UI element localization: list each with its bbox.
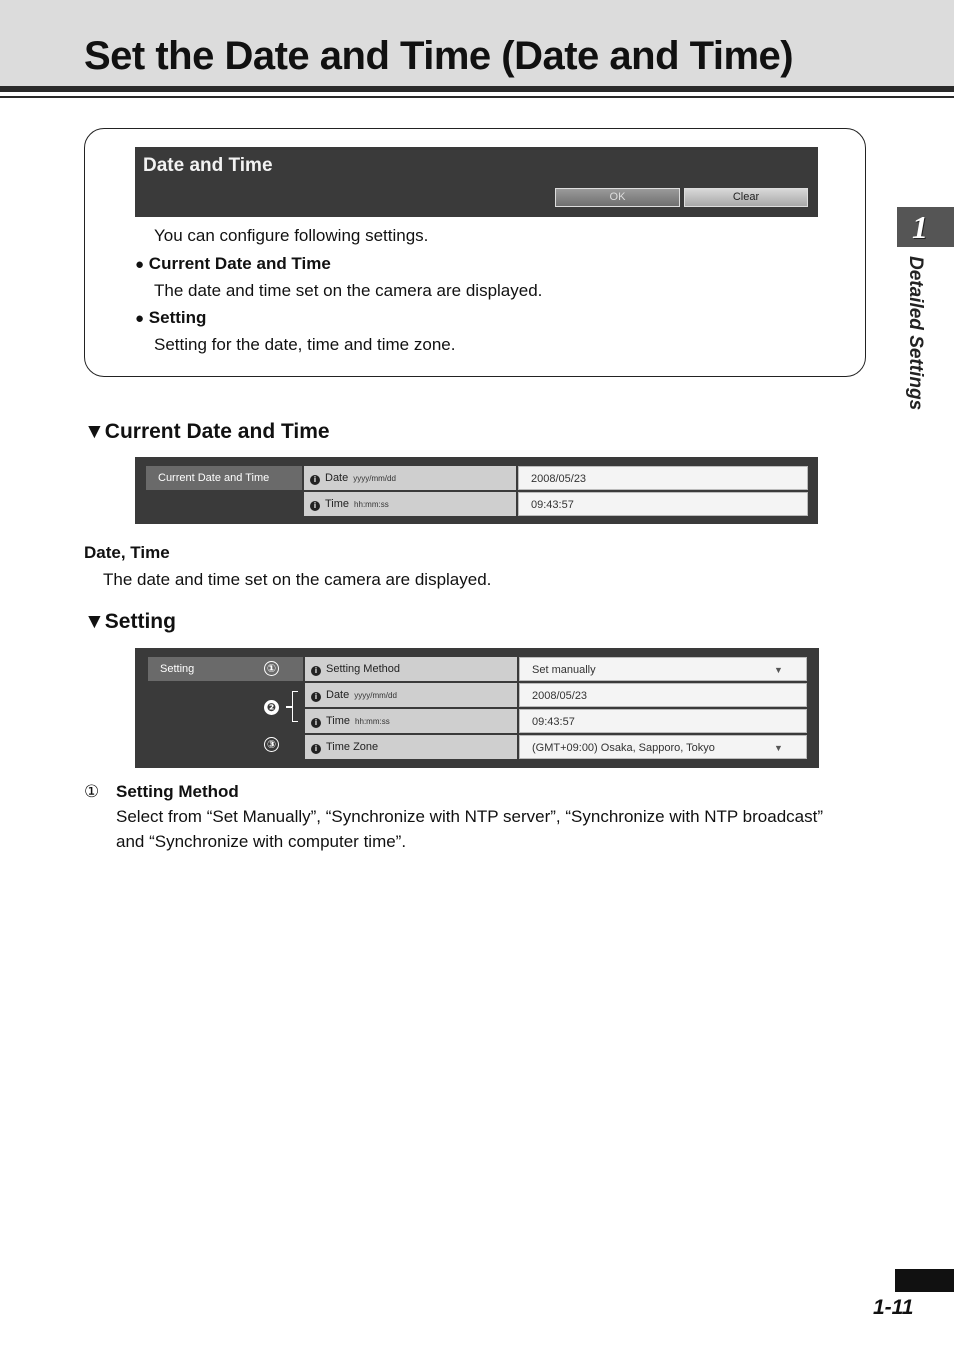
page-number: 1-11 [873,1296,914,1319]
setting-date-input[interactable]: 2008/05/23 [519,683,807,707]
intro-item-2 [135,308,206,328]
chevron-down-icon[interactable]: ▼ [774,665,783,675]
header-rule [0,86,954,92]
bullet-icon: ● [135,256,145,273]
intro-lead: You can configure following settings. [154,226,429,245]
current-time-value: 09:43:57 [518,492,808,516]
ok-button[interactable]: OK [555,188,680,207]
info-icon: i [311,666,321,676]
setting-section-heading: ▼Setting [84,610,176,633]
marker-1: ① [264,661,279,676]
current-panel-label: Current Date and Time [146,466,302,490]
setting-method-label [305,657,517,681]
info-icon: i [310,475,320,485]
info-icon: i [311,692,321,702]
chevron-down-icon[interactable]: ▼ [774,743,783,753]
intro-item-1 [135,254,331,274]
time-zone-select[interactable] [519,735,807,759]
chapter-label: Detailed Settings [905,256,926,411]
clear-button[interactable]: Clear [684,188,808,207]
header-rule-thin [0,96,954,98]
intro-item-1-heading: Current Date and Time [148,254,331,273]
bracket-tick [286,706,292,708]
note-line-2: and “Synchronize with computer time”. [116,832,407,851]
current-date-label-text: Date [325,472,349,484]
current-time-label-text: Time [325,498,350,510]
setting-panel-label: Setting [148,657,303,681]
note-marker: ① [84,782,100,801]
setting-date-label [305,683,517,707]
setting-method-value: Set manually [532,664,596,676]
current-date-value: 2008/05/23 [518,466,808,490]
info-icon: i [311,718,321,728]
current-date-label [304,466,516,490]
intro-item-2-heading: Setting [148,308,207,327]
date-time-subheading: Date, Time [84,543,170,562]
date-time-subdesc: The date and time set on the camera are displayed. [103,570,492,589]
marker-2: ❷ [264,700,279,715]
info-icon: i [311,744,321,754]
time-zone-value: (GMT+09:00) Osaka, Sapporo, Tokyo [532,742,715,754]
bracket [292,691,298,722]
setting-date-format: yyyy/mm/dd [354,691,397,700]
bullet-icon: ● [135,310,145,327]
current-date-format: yyyy/mm/dd [353,474,396,483]
note-heading: Setting Method [116,782,239,801]
chapter-number: 1 [912,209,928,245]
setting-time-label [305,709,517,733]
setting-date-label-text: Date [326,689,350,701]
page-title: Set the Date and Time (Date and Time) [84,34,794,78]
time-zone-label [305,735,517,759]
setting-method-label-text: Setting Method [326,663,400,675]
setting-time-input[interactable]: 09:43:57 [519,709,807,733]
date-time-panel-title: Date and Time [143,155,273,176]
current-time-label [304,492,516,516]
current-time-format: hh:mm:ss [354,500,389,509]
note-line-1: Select from “Set Manually”, “Synchronize with NTP server”, “Synchronize with NTP broadcast” [116,807,824,826]
setting-method-select[interactable] [519,657,807,681]
page-number-bar [895,1269,954,1292]
setting-time-label-text: Time [326,715,351,727]
current-section-heading: ▼Current Date and Time [84,420,330,443]
marker-3: ③ [264,737,279,752]
setting-time-format: hh:mm:ss [355,717,390,726]
info-icon: i [310,501,320,511]
intro-item-2-desc: Setting for the date, time and time zone. [154,335,456,354]
intro-item-1-desc: The date and time set on the camera are displayed. [154,281,543,300]
time-zone-label-text: Time Zone [326,741,379,753]
